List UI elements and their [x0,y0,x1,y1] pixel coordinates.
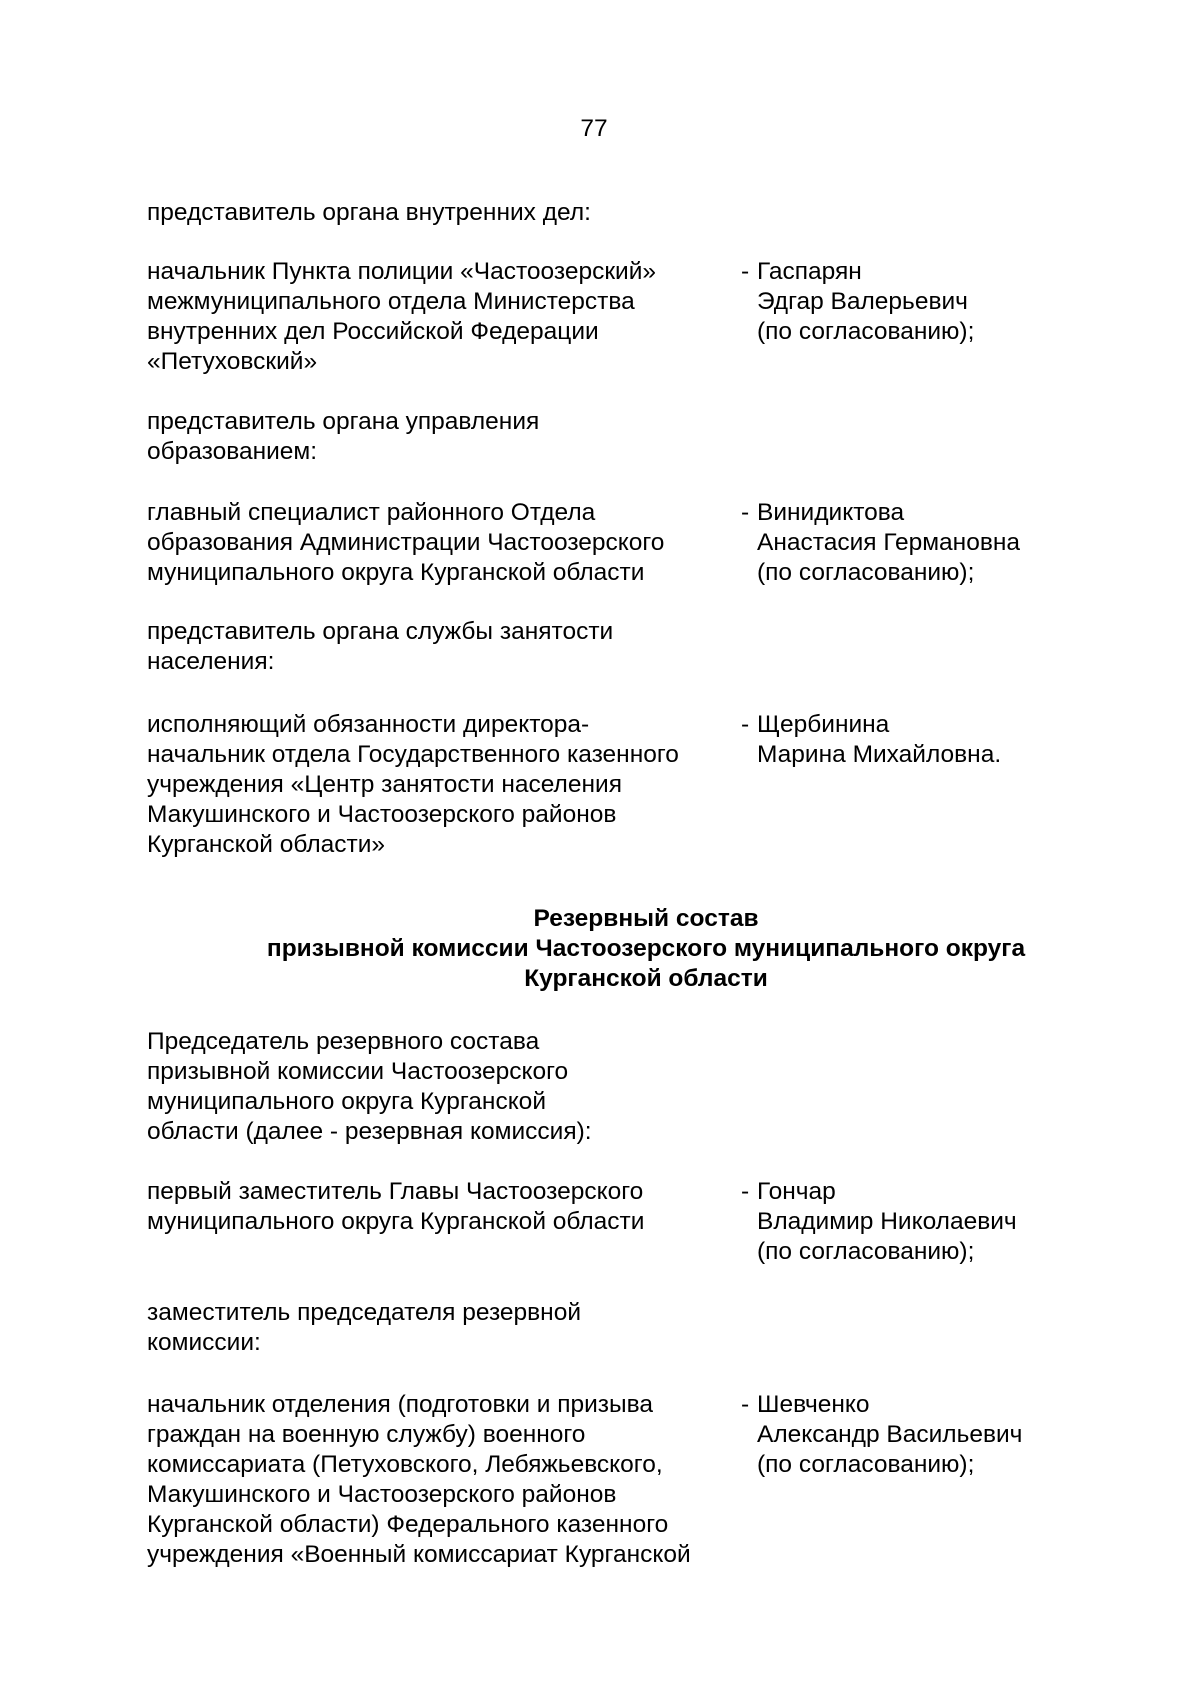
chairman-position: первый заместитель Главы Частоозерского муниципального округа Курганской области [147,1178,645,1235]
deputy-person: Шевченко Александр Васильевич (по согласованию); [757,1391,1023,1478]
internal-affairs-label: представитель органа внутренних дел: [147,199,591,226]
education-dash: - [741,499,750,526]
deputy-dash: - [741,1391,750,1418]
education-position: главный специалист районного Отдела образования Администрации Частоозерского муниципального округа Курганской области [147,499,665,586]
police-position: начальник Пункта полиции «Частоозерский» межмуниципального отдела Министерства внутренних дел Российской Федерации «Петуховский» [147,258,657,375]
page-number: 77 [580,115,608,142]
chairman-person: Гончар Владимир Николаевич (по согласованию); [757,1178,1017,1265]
education-person: Винидиктова Анастасия Германовна (по согласованию); [757,499,1021,586]
employment-person: Щербинина Марина Михайловна. [757,711,1002,768]
reserve-section-heading: Резервный состав призывной комиссии Частоозерского муниципального округа Курганской области [266,905,1026,992]
police-person: Гаспарян Эдгар Валерьевич (по согласованию); [757,258,975,345]
deputy-position: начальник отделения (подготовки и призыва граждан на военную службу) военного комиссариата (Петуховского, Лебяжьевского, Макушинского и Частоозерского районов Курганской области) Федерального казенного учреждения «Военный комиссариат Курганской [147,1391,691,1568]
deputy-label: заместитель председателя резервной комиссии: [147,1299,582,1356]
chairman-dash: - [741,1178,750,1205]
employment-position: исполняющий обязанности директора- начальник отдела Государственного казенного учреждения «Центр занятости населения Макушинского и Частоозерского районов Курганской области» [147,711,679,858]
education-label: представитель органа управления образованием: [147,408,540,465]
police-dash: - [741,258,750,285]
employment-label: представитель органа службы занятости населения: [147,618,614,675]
employment-dash: - [741,711,750,738]
chairman-label: Председатель резервного состава призывной комиссии Частоозерского муниципального округа Курганской области (далее - резервная комиссия): [147,1028,592,1145]
